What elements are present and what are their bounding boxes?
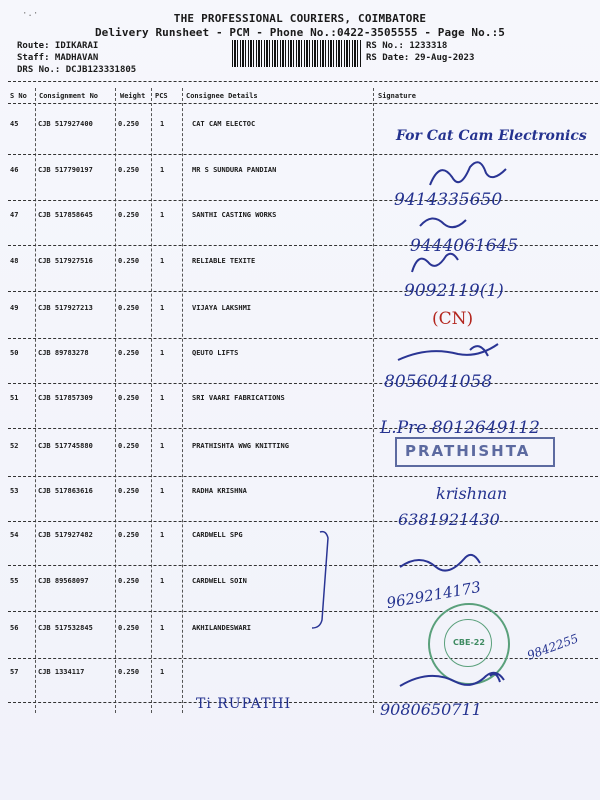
row-consignee: PRATHISHTA WWG KNITTING	[192, 442, 289, 450]
row-pcs: 1	[160, 442, 165, 450]
row-weight: 0.250	[118, 487, 140, 495]
row-separator	[8, 383, 598, 384]
row-weight: 0.250	[118, 257, 140, 265]
signature-row-49: (CN)	[432, 309, 474, 329]
row-consignee: SANTHI CASTING WORKS	[192, 211, 277, 219]
header-rule-top	[8, 81, 598, 82]
row-consignment: CJB 517927482	[38, 531, 93, 539]
header-rule-bottom	[8, 103, 598, 104]
row-weight: 0.250	[118, 349, 140, 357]
row-consignment: CJB 517532845	[38, 624, 93, 632]
signature-row-51: L.Pre 8012649112	[380, 418, 540, 438]
row-weight: 0.250	[118, 120, 140, 128]
row-pcs: 1	[160, 349, 165, 357]
row-pcs: 1	[160, 166, 165, 174]
row-sno: 57	[10, 668, 19, 676]
rs-number: RS No.: 1233318	[366, 41, 448, 51]
row-consignee: CARDWELL SOIN	[192, 577, 247, 585]
row-consignee: CARDWELL SPG	[192, 531, 243, 539]
row-consignee: SRI VAARI FABRICATIONS	[192, 394, 285, 402]
column-divider	[182, 88, 183, 713]
signature-scribble	[430, 162, 506, 185]
row-separator	[8, 200, 598, 201]
row-sno: 48	[10, 257, 19, 265]
row-pcs: 1	[160, 257, 165, 265]
row-separator	[8, 338, 598, 339]
row-pcs: 1	[160, 120, 165, 128]
row-consignment: CJB 517857309	[38, 394, 93, 402]
row-separator	[8, 658, 598, 659]
row-sno: 51	[10, 394, 19, 402]
row-weight: 0.250	[118, 166, 140, 174]
row-consignment: CJB 517927516	[38, 257, 93, 265]
row-weight: 0.250	[118, 211, 140, 219]
row-sno: 45	[10, 120, 19, 128]
signature-row-53: krishnan	[436, 484, 508, 503]
signature-row-47: 9444061645	[410, 236, 519, 256]
row-separator	[8, 702, 598, 703]
row-sno: 46	[10, 166, 19, 174]
row-pcs: 1	[160, 487, 165, 495]
row-consignment: CJB 517863616	[38, 487, 93, 495]
signature-row-54: 6381921430	[398, 510, 500, 529]
row-consignment: CJB 517927400	[38, 120, 93, 128]
row-weight: 0.250	[118, 394, 140, 402]
row-consignee: CAT CAM ELECTOC	[192, 120, 256, 128]
row-consignment: CJB 517858645	[38, 211, 93, 219]
row-consignment: CJB 89783278	[38, 349, 89, 357]
row-separator	[8, 291, 598, 292]
row-weight: 0.250	[118, 304, 140, 312]
signature-scribble	[398, 344, 498, 360]
row-consignment: CJB 1334117	[38, 668, 85, 676]
company-name: THE PROFESSIONAL COURIERS, COIMBATORE	[173, 12, 427, 25]
drs-number: DRS No.: DCJB123331805	[17, 65, 137, 75]
row-consignee: MR S SUNDURA PANDIAN	[192, 166, 277, 174]
column-header-weight: Weight	[120, 92, 146, 100]
signature-row-45: For Cat Cam Electronics	[396, 128, 587, 144]
row-consignee: AKHILANDESWARI	[192, 624, 252, 632]
staff-label: Staff: MADHAVAN	[17, 53, 99, 63]
signature-row-48: 9092119(1)	[404, 281, 504, 301]
column-header-signature: Signature	[378, 92, 416, 100]
barcode	[232, 40, 362, 67]
runsheet-title: Delivery Runsheet - PCM - Phone No.:0422-3505555 - Page No.:5	[94, 26, 506, 39]
column-divider	[35, 88, 36, 713]
seal-text: CBE-22	[453, 638, 485, 647]
signature-row-55: 9629214173	[385, 577, 483, 613]
row-separator	[8, 611, 598, 612]
row-sno: 56	[10, 624, 19, 632]
row-sno: 52	[10, 442, 19, 450]
signature-scribble	[412, 254, 458, 272]
row-pcs: 1	[160, 531, 165, 539]
handwritten-name: Ti RUPATHI	[196, 696, 292, 712]
signature-row-46: 9414335650	[394, 190, 503, 210]
row-pcs: 1	[160, 394, 165, 402]
row-consignee: RELIABLE TEXITE	[192, 257, 256, 265]
row-consignment: CJB 89568097	[38, 577, 89, 585]
row-pcs: 1	[160, 668, 165, 676]
row-pcs: 1	[160, 624, 165, 632]
scan-speckle: ·.·	[22, 9, 39, 19]
column-divider	[115, 88, 116, 713]
row-separator	[8, 521, 598, 522]
row-consignment: CJB 517927213	[38, 304, 93, 312]
row-pcs: 1	[160, 577, 165, 585]
column-header-pcs: PCS	[155, 92, 168, 100]
row-sno: 54	[10, 531, 19, 539]
signature-row-56: 9842255	[525, 631, 581, 663]
row-sno: 49	[10, 304, 19, 312]
rs-date: RS Date: 29-Aug-2023	[366, 53, 475, 63]
row-sno: 50	[10, 349, 19, 357]
row-pcs: 1	[160, 211, 165, 219]
row-sno: 47	[10, 211, 19, 219]
column-header-sno: S No	[10, 92, 27, 100]
row-separator	[8, 154, 598, 155]
row-weight: 0.250	[118, 577, 140, 585]
column-header-consignment: Consignment No	[39, 92, 99, 100]
row-weight: 0.250	[118, 531, 140, 539]
signature-row-50: 8056041058	[384, 372, 493, 392]
row-consignment: CJB 517790197	[38, 166, 93, 174]
prathishta-stamp	[395, 437, 555, 467]
row-separator	[8, 476, 598, 477]
column-divider	[373, 88, 374, 713]
row-weight: 0.250	[118, 668, 140, 676]
signature-scribble	[420, 218, 466, 227]
route-label: Route: IDIKARAI	[17, 41, 99, 51]
row-consignee: RADHA KRISHNA	[192, 487, 247, 495]
row-weight: 0.250	[118, 624, 140, 632]
signature-row-57: 9080650711	[380, 700, 482, 719]
row-weight: 0.250	[118, 442, 140, 450]
row-pcs: 1	[160, 304, 165, 312]
row-consignee: QEUTO LIFTS	[192, 349, 239, 357]
prathishta-stamp-text: PRATHISHTA	[405, 442, 531, 460]
row-separator	[8, 565, 598, 566]
column-header-consignee: Consignee Details	[186, 92, 258, 100]
column-divider	[151, 88, 152, 713]
signature-scribble	[400, 555, 480, 571]
row-sno: 55	[10, 577, 19, 585]
row-consignee: VIJAYA LAKSHMI	[192, 304, 252, 312]
row-sno: 53	[10, 487, 19, 495]
bracket-mark	[312, 532, 328, 628]
row-consignment: CJB 517745880	[38, 442, 93, 450]
akhilandeswari-seal	[428, 603, 510, 685]
